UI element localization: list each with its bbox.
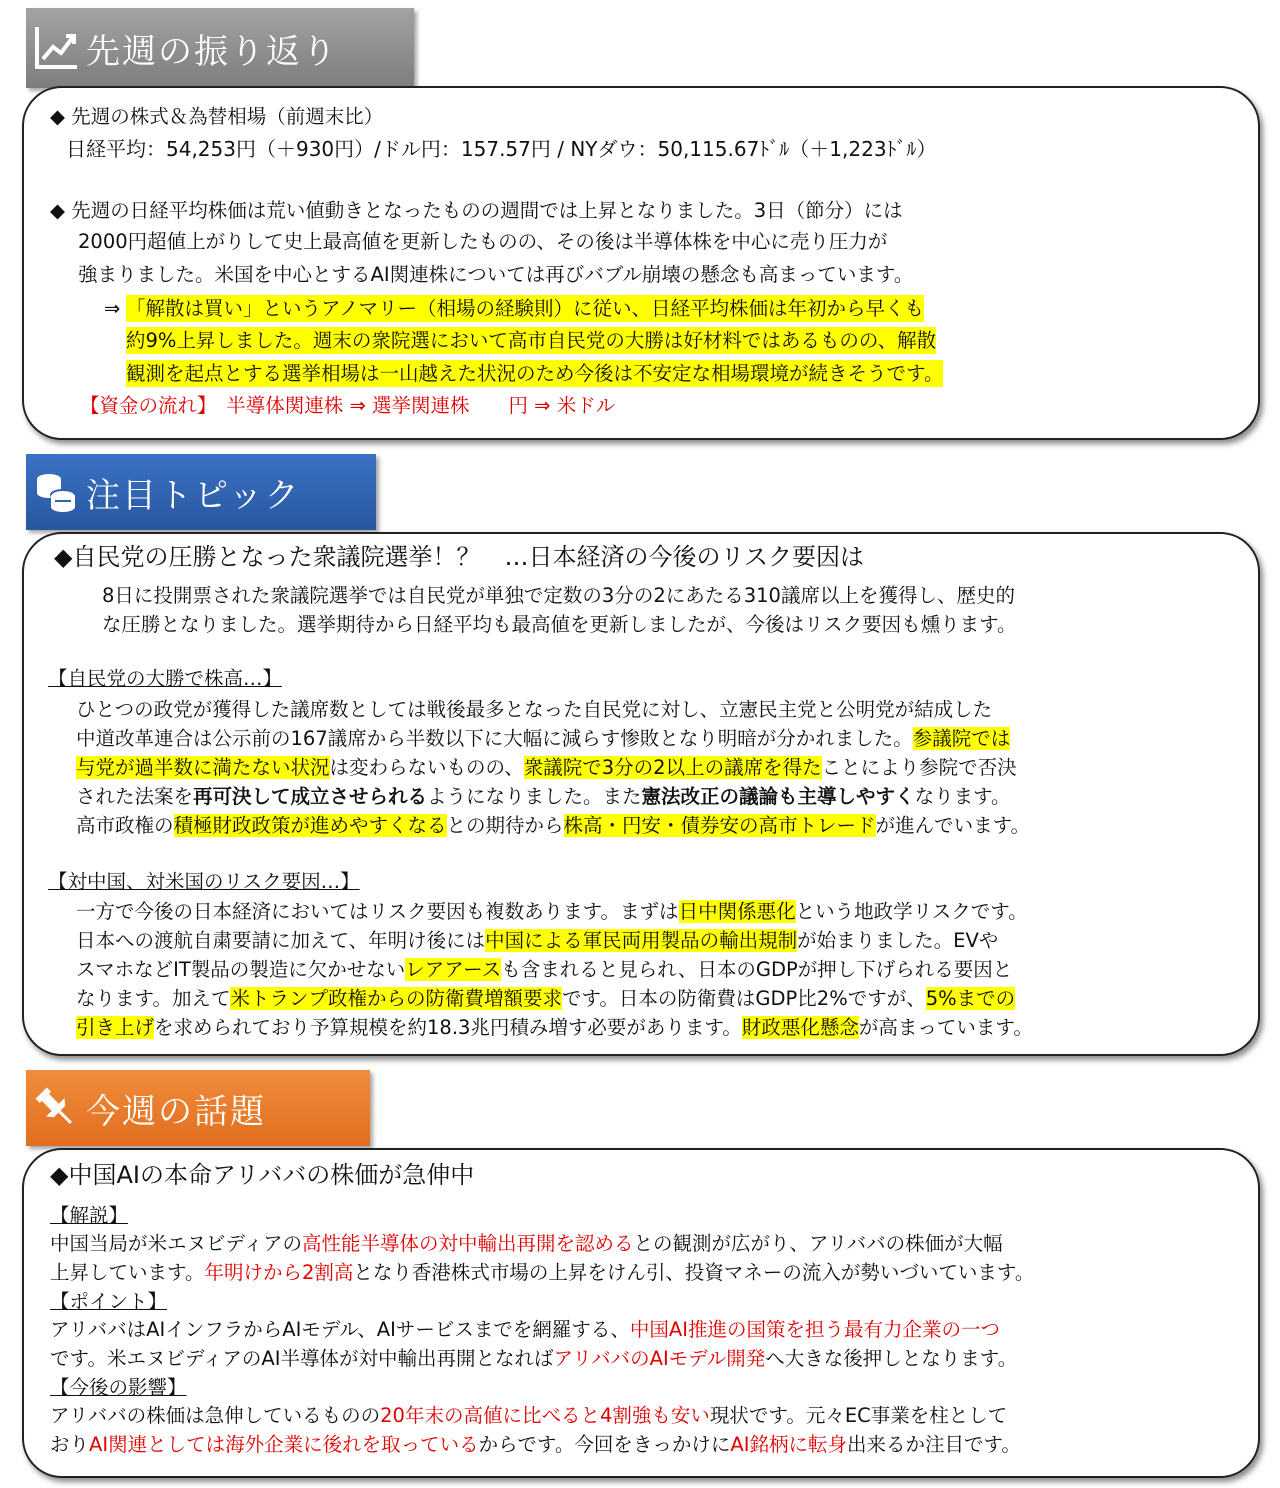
highlight-line-2: 約9%上昇しました。週末の衆院選において高市自民党の大勝は好材料ではあるものの、解散 (126, 329, 937, 352)
section-tab-this-week (26, 1070, 370, 1146)
section-tab-weekly-review (26, 8, 414, 88)
point-line-2: です。米エヌビディアのAI半導体が対中輸出再開となればアリババのAIモデル開発へ大きな後押しとなります。 (50, 1347, 1018, 1370)
chart-line-icon (26, 23, 86, 73)
risk-line-2: 日本への渡航自粛要請に加えて、年明け後には中国による軍民両用製品の輸出規制が始まりました。EVや (76, 929, 999, 952)
review-paragraph-1: ◆ 先週の日経平均株価は荒い値動きとなったものの週間では上昇となりました。3日（節分）には (50, 199, 903, 222)
pushpin-icon (26, 1083, 86, 1133)
subheading-risk-factors: 【対中国、対米国のリスク要因…】 (48, 870, 360, 893)
risk-line-5: 引き上げを求められており予算規模を約18.3兆円積み増す必要があります。財政悪化懸念が高まっています。 (76, 1016, 1033, 1039)
impact-line-2: おりAI関連としては海外企業に後れを取っているからです。今回をきっかけにAI銘柄に転身出来るか注目です。 (50, 1433, 1021, 1456)
risk-line-1: 一方で今後の日本経済においてはリスク要因も複数あります。まずは日中関係悪化という地政学リスクです。 (76, 900, 1028, 923)
risk-line-3: スマホなどIT製品の製造に欠かせないレアアースも含まれると見られ、日本のGDPが押し下げられる要因と (76, 958, 1013, 981)
market-heading: ◆ 先週の株式＆為替相場（前週末比） (50, 105, 384, 128)
risk-line-4: なります。加えて米トランプ政権からの防衛費増額要求です。日本の防衛費はGDP比2%ですが、5%までの (76, 987, 1016, 1010)
section-title: 先週の振り返り (86, 31, 338, 72)
section-title: 注目トピック (86, 475, 301, 516)
money-flow: 【資金の流れ】 半導体関連株 ⇒ 選挙関連株 円 ⇒ 米ドル (80, 394, 616, 417)
impact-line-1: アリババの株価は急伸しているものの20年末の高値に比べると4割強も安い現状です。元々EC事業を柱として (50, 1404, 1008, 1427)
point-line-1: アリババはAIインフラからAIモデル、AIサービスまでを網羅する、中国AI推進の国策を担う最有力企業の一つ (50, 1318, 1000, 1341)
highlight-line-3: 観測を起点とする選挙相場は一山越えた状況のため今後は不安定な相場環境が続きそうです。 (126, 362, 944, 385)
review-paragraph-3: 強まりました。米国を中心とするAI関連株については再びバブル崩壊の懸念も高まっています。 (78, 263, 914, 286)
ldp-line-3: 与党が過半数に満たない状況は変わらないものの、衆議院で3分の2以上の議席を得たことにより参院で否決 (76, 756, 1017, 779)
ldp-line-4: された法案を再可決して成立させられるようになりました。また憲法改正の議論も主導しやすくなります。 (76, 785, 1011, 808)
ldp-line-1: ひとつの政党が獲得した議席数としては戦後最多となった自民党に対し、立憲民主党と公明党が結成した (76, 698, 993, 721)
label-explanation: 【解説】 (50, 1204, 129, 1227)
coins-icon (26, 469, 86, 515)
explanation-line-2: 上昇しています。年明けから2割高となり香港株式市場の上昇をけん引、投資マネーの流入が勢いづいています。 (50, 1261, 1035, 1284)
market-rates: 日経平均：54,253円（＋930円）/ドル円：157.57円 / NYダウ：50,115.67ﾄﾞﾙ（＋1,223ﾄﾞﾙ） (66, 137, 937, 161)
this-week-heading: ◆中国AIの本命アリババの株価が急伸中 (50, 1161, 475, 1189)
topic-heading: ◆自民党の圧勝となった衆議院選挙！？ …日本経済の今後のリスク要因は (54, 543, 864, 571)
highlight-line-1: 「解散は買い」というアノマリー（相場の経験則）に従い、日経平均株価は年初から早くも (126, 297, 924, 320)
section-title: 今週の話題 (86, 1091, 266, 1132)
arrow-mark: ⇒ (104, 297, 121, 320)
topic-intro-2: な圧勝となりました。選挙期待から日経平均も最高値を更新しましたが、今後はリスク要因も燻ります。 (102, 613, 1017, 636)
ldp-line-2: 中道改革連合は公示前の167議席から半数以下に大幅に減らす惨敗となり明暗が分かれました。参議院では (76, 727, 1011, 750)
review-paragraph-2: 2000円超値上がりして史上最高値を更新したものの、その後は半導体株を中心に売り圧力が (78, 230, 888, 253)
subheading-ldp-win: 【自民党の大勝で株高…】 (48, 667, 283, 690)
section-tab-topic (26, 454, 376, 530)
label-impact: 【今後の影響】 (50, 1376, 187, 1399)
topic-intro-1: 8日に投開票された衆議院選挙では自民党が単独で定数の3分の2にあたる310議席以上を獲得し、歴史的 (102, 584, 1015, 607)
label-point: 【ポイント】 (50, 1290, 168, 1313)
ldp-line-5: 高市政権の積極財政政策が進めやすくなるとの期待から株高・円安・債券安の高市トレードが進んでいます。 (76, 814, 1031, 837)
explanation-line-1: 中国当局が米エヌビディアの高性能半導体の対中輸出再開を認めるとの観測が広がり、アリババの株価が大幅 (50, 1232, 1003, 1255)
